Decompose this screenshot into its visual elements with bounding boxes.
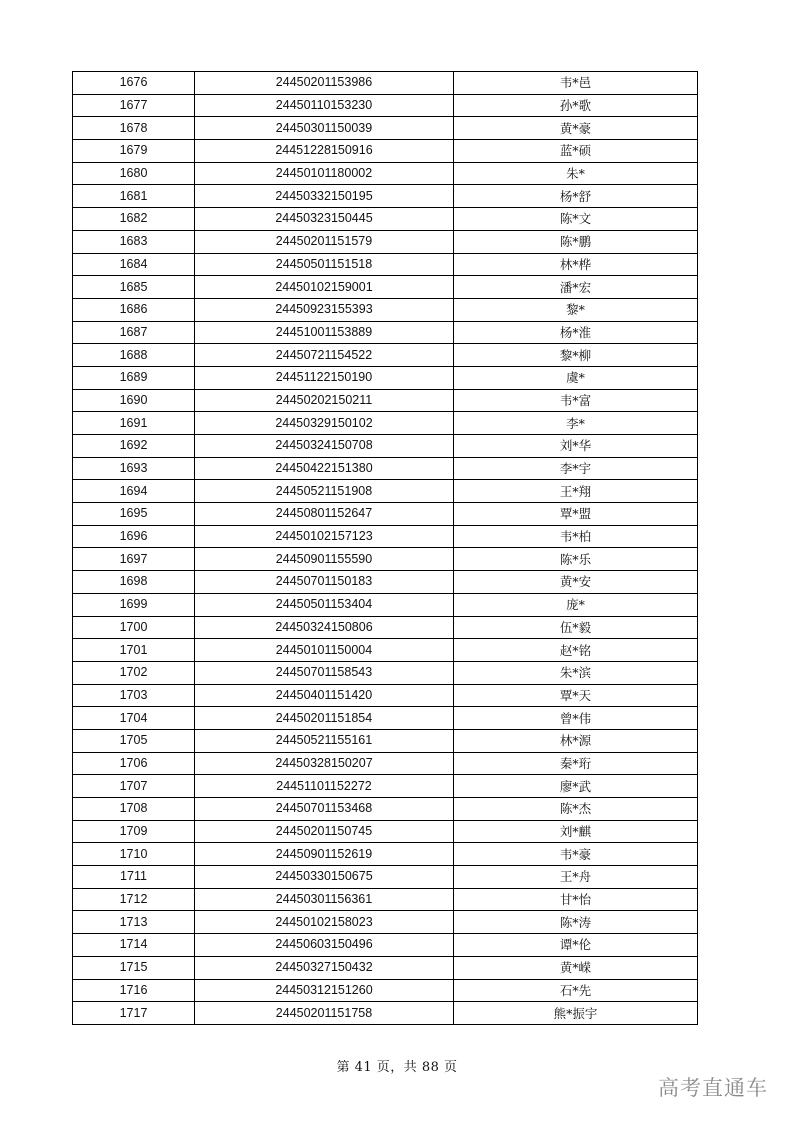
exam-id-cell: 24450201151854 (195, 707, 454, 730)
table-row (73, 276, 698, 299)
name-cell: 覃*盟 (454, 503, 698, 526)
seq-cell: 1680 (73, 162, 195, 185)
table-row (73, 593, 698, 616)
table-row (73, 934, 698, 957)
name-cell: 伍*毅 (454, 616, 698, 639)
table-row (73, 956, 698, 979)
table-row (73, 639, 698, 662)
exam-id-cell: 24451122150190 (195, 366, 454, 389)
name-cell: 韦*富 (454, 389, 698, 412)
exam-id-cell: 24450603150496 (195, 934, 454, 957)
name-cell: 甘*怡 (454, 888, 698, 911)
seq-cell: 1689 (73, 366, 195, 389)
seq-cell: 1687 (73, 321, 195, 344)
table-row (73, 820, 698, 843)
name-cell: 刘*华 (454, 435, 698, 458)
table-row (73, 344, 698, 367)
table-row (73, 571, 698, 594)
table-row (73, 185, 698, 208)
exam-id-cell: 24450701150183 (195, 571, 454, 594)
exam-id-cell: 24450330150675 (195, 866, 454, 889)
exam-id-cell: 24450401151420 (195, 684, 454, 707)
name-cell: 杨*淮 (454, 321, 698, 344)
table-row (73, 684, 698, 707)
name-cell: 曾*伟 (454, 707, 698, 730)
exam-id-cell: 24450102159001 (195, 276, 454, 299)
table-row (73, 843, 698, 866)
seq-cell: 1713 (73, 911, 195, 934)
seq-cell: 1706 (73, 752, 195, 775)
name-cell: 李* (454, 412, 698, 435)
seq-cell: 1709 (73, 820, 195, 843)
table-row (73, 253, 698, 276)
exam-id-cell: 24450201151758 (195, 1002, 454, 1025)
name-cell: 黎*柳 (454, 344, 698, 367)
seq-cell: 1710 (73, 843, 195, 866)
name-cell: 黄*安 (454, 571, 698, 594)
exam-id-cell: 24450721154522 (195, 344, 454, 367)
table-row (73, 480, 698, 503)
name-cell: 谭*伦 (454, 934, 698, 957)
seq-cell: 1696 (73, 525, 195, 548)
exam-id-cell: 24450501151518 (195, 253, 454, 276)
exam-id-cell: 24450422151380 (195, 457, 454, 480)
name-cell: 覃*天 (454, 684, 698, 707)
name-cell: 杨*舒 (454, 185, 698, 208)
exam-id-cell: 24450324150708 (195, 435, 454, 458)
name-cell: 蓝*硕 (454, 140, 698, 163)
seq-cell: 1716 (73, 979, 195, 1002)
exam-id-cell: 24450324150806 (195, 616, 454, 639)
table-row (73, 366, 698, 389)
seq-cell: 1692 (73, 435, 195, 458)
name-cell: 李*宇 (454, 457, 698, 480)
name-cell: 韦*柏 (454, 525, 698, 548)
table-row (73, 321, 698, 344)
name-cell: 陈*文 (454, 208, 698, 231)
exam-id-cell: 24450701153468 (195, 798, 454, 821)
exam-id-cell: 24450110153230 (195, 94, 454, 117)
exam-id-cell: 24450327150432 (195, 956, 454, 979)
table-row (73, 117, 698, 140)
seq-cell: 1694 (73, 480, 195, 503)
seq-cell: 1699 (73, 593, 195, 616)
exam-id-cell: 24450101150004 (195, 639, 454, 662)
table-row (73, 389, 698, 412)
seq-cell: 1686 (73, 298, 195, 321)
name-cell: 朱* (454, 162, 698, 185)
table-row (73, 140, 698, 163)
table-row (73, 525, 698, 548)
name-cell: 王*舟 (454, 866, 698, 889)
seq-cell: 1678 (73, 117, 195, 140)
name-cell: 熊*振宇 (454, 1002, 698, 1025)
table-row (73, 729, 698, 752)
table-row (73, 616, 698, 639)
seq-cell: 1712 (73, 888, 195, 911)
seq-cell: 1683 (73, 230, 195, 253)
seq-cell: 1685 (73, 276, 195, 299)
seq-cell: 1688 (73, 344, 195, 367)
seq-cell: 1681 (73, 185, 195, 208)
seq-cell: 1707 (73, 775, 195, 798)
seq-cell: 1677 (73, 94, 195, 117)
roster-table (72, 71, 698, 1025)
seq-cell: 1701 (73, 639, 195, 662)
exam-id-cell: 24450329150102 (195, 412, 454, 435)
seq-cell: 1682 (73, 208, 195, 231)
table-row (73, 1002, 698, 1025)
seq-cell: 1695 (73, 503, 195, 526)
watermark-logo: 高考直通车 (658, 1076, 768, 1100)
roster-body (73, 72, 698, 1025)
table-row (73, 798, 698, 821)
seq-cell: 1693 (73, 457, 195, 480)
table-row (73, 888, 698, 911)
name-cell: 朱*滨 (454, 661, 698, 684)
exam-id-cell: 24450332150195 (195, 185, 454, 208)
seq-cell: 1690 (73, 389, 195, 412)
exam-id-cell: 24451001153889 (195, 321, 454, 344)
name-cell: 虞* (454, 366, 698, 389)
exam-id-cell: 24450923155393 (195, 298, 454, 321)
name-cell: 陈*乐 (454, 548, 698, 571)
name-cell: 陈*杰 (454, 798, 698, 821)
name-cell: 赵*铭 (454, 639, 698, 662)
seq-cell: 1717 (73, 1002, 195, 1025)
seq-cell: 1702 (73, 661, 195, 684)
name-cell: 庞* (454, 593, 698, 616)
exam-id-cell: 24451228150916 (195, 140, 454, 163)
exam-id-cell: 24450301156361 (195, 888, 454, 911)
exam-id-cell: 24450323150445 (195, 208, 454, 231)
seq-cell: 1715 (73, 956, 195, 979)
name-cell: 潘*宏 (454, 276, 698, 299)
table-row (73, 230, 698, 253)
table-row (73, 162, 698, 185)
name-cell: 秦*珩 (454, 752, 698, 775)
exam-id-cell: 24450801152647 (195, 503, 454, 526)
table-row (73, 457, 698, 480)
exam-id-cell: 24450901155590 (195, 548, 454, 571)
exam-id-cell: 24450521151908 (195, 480, 454, 503)
table-row (73, 94, 698, 117)
seq-cell: 1697 (73, 548, 195, 571)
table-row (73, 979, 698, 1002)
name-cell: 黄*嵘 (454, 956, 698, 979)
exam-id-cell: 24450201153986 (195, 72, 454, 95)
exam-id-cell: 24450201150745 (195, 820, 454, 843)
table-row (73, 412, 698, 435)
exam-id-cell: 24450201151579 (195, 230, 454, 253)
name-cell: 林*源 (454, 729, 698, 752)
exam-id-cell: 24450901152619 (195, 843, 454, 866)
seq-cell: 1711 (73, 866, 195, 889)
exam-id-cell: 24450328150207 (195, 752, 454, 775)
seq-cell: 1700 (73, 616, 195, 639)
name-cell: 刘*麒 (454, 820, 698, 843)
name-cell: 林*桦 (454, 253, 698, 276)
table-row (73, 911, 698, 934)
table-row (73, 208, 698, 231)
exam-id-cell: 24450701158543 (195, 661, 454, 684)
name-cell: 韦*邑 (454, 72, 698, 95)
table-row (73, 752, 698, 775)
table-row (73, 503, 698, 526)
seq-cell: 1679 (73, 140, 195, 163)
name-cell: 廖*武 (454, 775, 698, 798)
exam-id-cell: 24450312151260 (195, 979, 454, 1002)
seq-cell: 1705 (73, 729, 195, 752)
exam-id-cell: 24450102157123 (195, 525, 454, 548)
name-cell: 陈*鹏 (454, 230, 698, 253)
name-cell: 韦*豪 (454, 843, 698, 866)
exam-id-cell: 24450102158023 (195, 911, 454, 934)
name-cell: 孙*歌 (454, 94, 698, 117)
page-footer: 第 41 页，共 88 页 (336, 1060, 458, 1075)
table-row (73, 435, 698, 458)
seq-cell: 1676 (73, 72, 195, 95)
exam-id-cell: 24450202150211 (195, 389, 454, 412)
name-cell: 黎* (454, 298, 698, 321)
table-row (73, 775, 698, 798)
seq-cell: 1714 (73, 934, 195, 957)
exam-id-cell: 24450501153404 (195, 593, 454, 616)
name-cell: 王*翔 (454, 480, 698, 503)
seq-cell: 1703 (73, 684, 195, 707)
exam-id-cell: 24451101152272 (195, 775, 454, 798)
table-row (73, 548, 698, 571)
seq-cell: 1691 (73, 412, 195, 435)
seq-cell: 1698 (73, 571, 195, 594)
exam-id-cell: 24450521155161 (195, 729, 454, 752)
seq-cell: 1684 (73, 253, 195, 276)
table-row (73, 866, 698, 889)
name-cell: 黄*豪 (454, 117, 698, 140)
exam-id-cell: 24450101180002 (195, 162, 454, 185)
table-row (73, 707, 698, 730)
seq-cell: 1704 (73, 707, 195, 730)
name-cell: 陈*涛 (454, 911, 698, 934)
seq-cell: 1708 (73, 798, 195, 821)
table-row (73, 661, 698, 684)
table-row (73, 72, 698, 95)
name-cell: 石*先 (454, 979, 698, 1002)
table-row (73, 298, 698, 321)
exam-id-cell: 24450301150039 (195, 117, 454, 140)
